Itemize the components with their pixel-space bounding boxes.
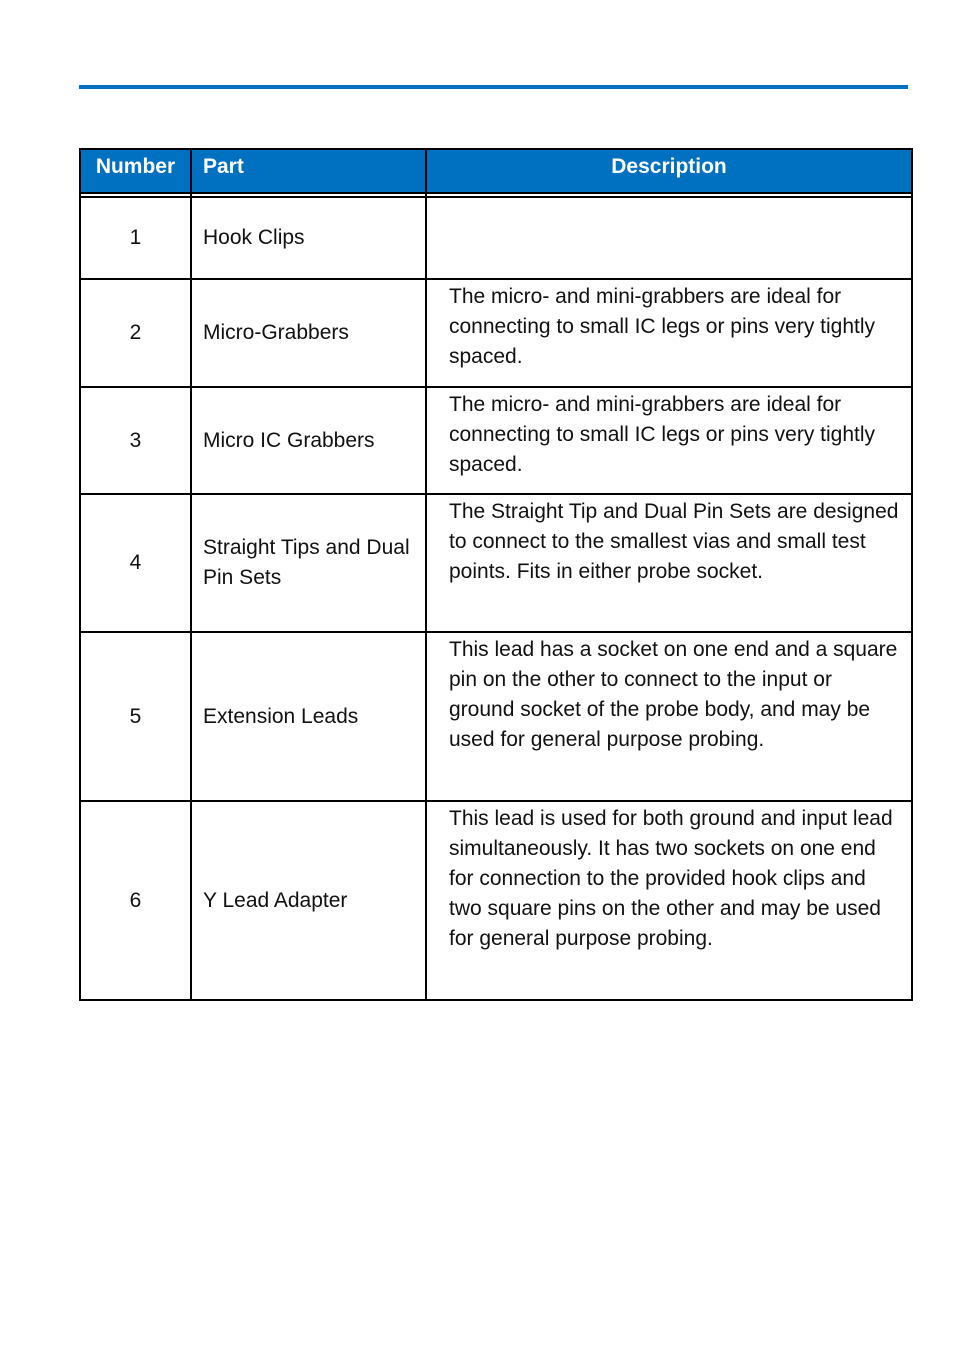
cell-part: Micro IC Grabbers (191, 387, 426, 494)
column-header-number: Number (80, 149, 191, 193)
table-row (80, 387, 912, 494)
cell-number: 3 (80, 387, 191, 494)
table-row (80, 801, 912, 1000)
parts-table (79, 148, 913, 1001)
cell-description: This lead has a socket on one end and a square pin on the other to connect to the input or ground socket of the probe body, and may be used for general purpose probing. (426, 632, 912, 801)
column-header-part: Part (191, 149, 426, 193)
cell-description: The Straight Tip and Dual Pin Sets are designed to connect to the smallest vias and small test points. Fits in either probe socket. (426, 494, 912, 632)
table-row (80, 197, 912, 279)
cell-part: Extension Leads (191, 632, 426, 801)
cell-number: 4 (80, 494, 191, 632)
cell-number: 6 (80, 801, 191, 1000)
table-row (80, 279, 912, 387)
cell-description (426, 197, 912, 279)
cell-description: This lead is used for both ground and input lead simultaneously. It has two sockets on one end for connection to the provided hook clips and two square pins on the other and may be used for general purpose probing. (426, 801, 912, 1000)
cell-part: Micro-Grabbers (191, 279, 426, 387)
cell-part: Hook Clips (191, 197, 426, 279)
table-row (80, 494, 912, 632)
column-header-description: Description (426, 149, 912, 193)
table-row (80, 632, 912, 801)
cell-part: Straight Tips and Dual Pin Sets (191, 494, 426, 632)
cell-part: Y Lead Adapter (191, 801, 426, 1000)
cell-number: 1 (80, 197, 191, 279)
cell-number: 5 (80, 632, 191, 801)
cell-number: 2 (80, 279, 191, 387)
cell-description: The micro- and mini-grabbers are ideal for connecting to small IC legs or pins very tightly spaced. (426, 387, 912, 494)
header-rule (79, 85, 908, 89)
cell-description: The micro- and mini-grabbers are ideal for connecting to small IC legs or pins very tightly spaced. (426, 279, 912, 387)
table-header-row (80, 149, 912, 193)
